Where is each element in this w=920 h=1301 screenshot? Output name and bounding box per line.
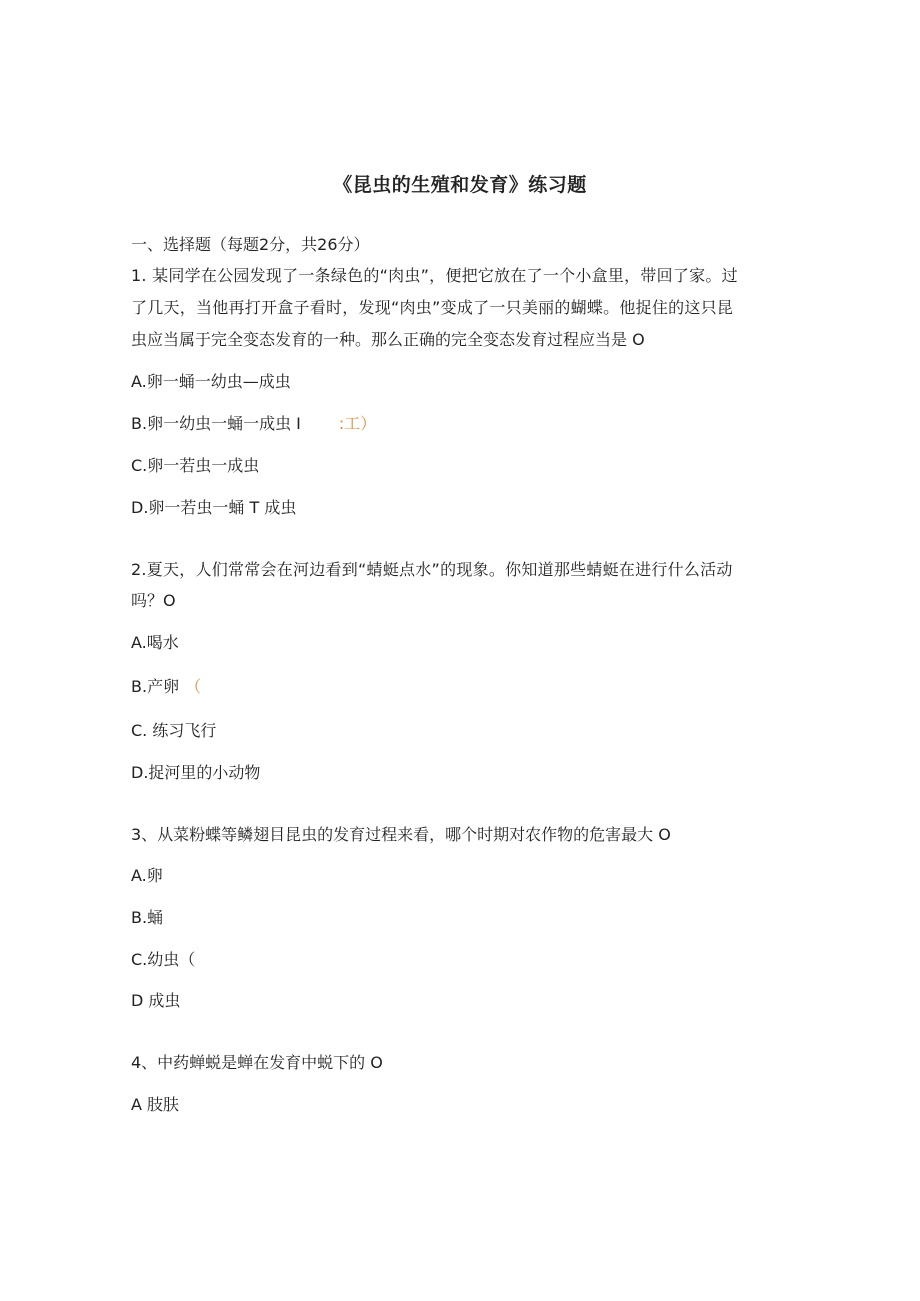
question-2-stem-line-1: 2.夏天，人们常常会在河边看到“蜻蜓点水”的现象。你知道那些蜻蜓在进行什么活动 [131, 560, 733, 579]
question-1-stem-line-3: 虫应当属于完全变态发育的一种。那么正确的完全变态发育过程应当是 O [131, 330, 645, 349]
question-1-option-a: A.卵一蛹一幼虫—成虫 [131, 372, 291, 391]
question-3-stem-line-1: 3、从菜粉蝶等鳞翅目昆虫的发育过程来看，哪个时期对农作物的危害最大 O [131, 825, 671, 844]
question-2-option-c: C. 练习飞行 [131, 721, 217, 740]
question-1-stem-line-2: 了几天，当他再打开盒子看时，发现“肉虫”变成了一只美丽的蝴蝶。他捉住的这只昆 [131, 298, 734, 317]
question-3-option-c: C.幼虫（ [131, 950, 196, 969]
question-2-stem-line-2: 吗？O [131, 591, 176, 610]
question-1-answer-mark: :工） [338, 414, 377, 433]
question-1-option-c: C.卵一若虫一成虫 [131, 456, 260, 475]
question-2-option-b [131, 677, 201, 697]
question-2-option-d: D.捉河里的小动物 [131, 763, 261, 782]
question-1-stem-line-1: 1. 某同学在公园发现了一条绿色的“肉虫”，便把它放在了一个小盒里，带回了家。过 [131, 266, 738, 285]
question-1-option-b [131, 414, 376, 434]
question-1-option-b-text: B.卵一幼虫一蛹一成虫 I [131, 414, 301, 433]
question-2-answer-mark: （ [185, 677, 202, 696]
page-title: 《昆虫的生殖和发育》练习题 [333, 174, 587, 196]
question-2-option-a: A.喝水 [131, 633, 179, 652]
question-3-option-d: D 成虫 [131, 991, 181, 1010]
question-3-option-a: A.卵 [131, 866, 163, 885]
section-heading: 一、选择题（每题2分，共26分） [131, 235, 370, 254]
question-1-option-d: D.卵一若虫一蛹 T 成虫 [131, 498, 297, 517]
question-4-option-a: A 肢肤 [131, 1095, 180, 1114]
question-2-option-b-text: B.产卵 [131, 677, 180, 696]
question-3-option-b: B.蛹 [131, 908, 164, 927]
question-4-stem-line-1: 4、中药蝉蜕是蝉在发育中蜕下的 O [131, 1053, 383, 1072]
